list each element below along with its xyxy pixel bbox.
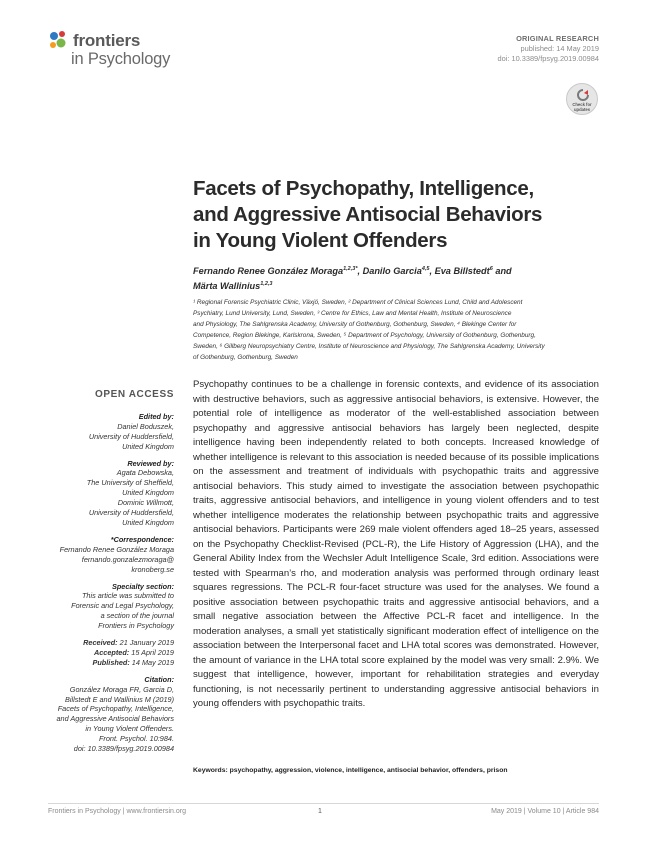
affiliation-line: ¹ Regional Forensic Psychiatric Clinic, Växjö, Sweden, ² Department of Clinical Sciences Lund, Child and Adolescent <box>193 299 523 306</box>
citation-line: in Young Violent Offenders. <box>85 724 174 734</box>
section-heading: Citation: <box>144 674 174 684</box>
dates-section <box>48 638 174 668</box>
section-heading: Edited by: <box>138 411 174 421</box>
title-line: and Aggressive Antisocial Behaviors <box>193 203 543 226</box>
citation-line: and Aggressive Antisocial Behaviors <box>56 714 174 724</box>
author-affil-sup: 1,2,3* <box>343 266 358 272</box>
citation-line: Facets of Psychopathy, Intelligence, <box>57 704 174 714</box>
author-list <box>193 263 603 293</box>
affiliation-line: and Physiology, The Sahlgrenska Academy, University of Gothenburg, Gothenburg, Sweden, ⁴ Blekinge Center for <box>193 321 517 329</box>
section-heading: Specialty section: <box>111 581 174 591</box>
footer-issue-info: May 2019 | Volume 10 | Article 984 <box>491 808 599 815</box>
footer-journal-link[interactable]: Frontiers in Psychology | www.frontiersin.org <box>48 808 186 815</box>
accepted-date: Accepted: 15 April 2019 <box>93 647 174 657</box>
article-title <box>193 176 603 254</box>
specialty-line: Frontiers in Psychology <box>98 621 174 631</box>
affiliations <box>193 297 605 364</box>
reviewed-by-section <box>48 459 174 528</box>
reviewer-line: University of Huddersfield, <box>88 508 174 518</box>
affiliation-line: Competence, Region Blekinge, Karlskrona, Sweden, ⁵ Department of Psychology, University of Gothenburg, Gothenburg, <box>193 332 536 340</box>
footer-divider <box>48 803 599 804</box>
author-affil-sup: 1,2,3 <box>260 281 273 288</box>
article-sidebar <box>48 390 174 761</box>
check-for-updates-badge[interactable] <box>566 83 598 115</box>
logo-brand-top: frontiers <box>73 31 141 50</box>
frontiers-logo-icon <box>48 30 70 52</box>
refresh-icon <box>575 88 591 102</box>
editor-line: Daniel Boduszek, <box>117 421 174 431</box>
received-date: Received: 21 January 2019 <box>83 638 174 648</box>
affiliation-line: Psychiatry, Lund University, Lund, Sweden, ³ Centre for Ethics, Law and Mental Health, Institute of Neuroscience <box>193 310 512 318</box>
specialty-section <box>48 582 174 632</box>
reviewer-line: Agata Debowska, <box>116 468 174 478</box>
citation-section <box>48 675 174 754</box>
published-date-sidebar: Published: 14 May 2019 <box>92 657 174 667</box>
check-badge-label: Check for updates <box>572 102 592 112</box>
citation-line: González Moraga FR, Garcia D, <box>69 684 174 694</box>
correspondence-line: Fernando Renee González Moraga <box>59 544 174 554</box>
author-conjunction: and <box>492 266 512 277</box>
editor-line: United Kingdom <box>122 441 174 451</box>
title-line: Facets of Psychopathy, Intelligence, <box>193 177 534 200</box>
citation-doi[interactable]: doi: 10.3389/fpsyg.2019.00984 <box>73 744 174 754</box>
abstract-text: Psychopathy continues to be a challenge in forensic contexts, and evidence of its association with destructive behaviors, such as aggressive antisocial behaviors, is extensive. However, the potential role of intelligence as moderator of the well-established association between psychopathy and aggressive antisocial behaviors has largely been neglected, despite intelligence having been independently related to both concepts. Increased knowledge of whether intelligence is relevant to this association is needed because of its possible implications on the assessment and treatment of individuals with psychopathic traits and aggressive antisocial behaviors. This study aimed to investigate the association between psychopathic traits, aggressive antisocial behaviors, and intelligence in young violent offenders and to test whether intelligence moderates the relationship between psychopathic traits and aggressive antisocial behaviors. Participants were 269 male violent offenders aged 18–25 years, assessed on the Psychopathy Checklist-Revised (PCL-R), the Life History of Aggression (LHA), and the General Ability Index from the Wechsler Adult Intelligence Scale, 3rd edition. Associations were tested with Spearman’s rho, and moderation analysis was performed through ordinary least squares regressions. The PCL-R four-facet structure was used for the analyses. We found a positive association between psychopathic traits and aggressive antisocial behaviors, and a small negative association between the Affective PCL-R facet and intelligence. In the moderation analyses, a small yet statistically significant moderation effect of intelligence on the association between the Interpersonal facet and LHA total scores was demonstrated. However, the amount of variance in the LHA total score explained by the model was very small: 2.9%. We suggest that intelligence, however, important for rehabilitation strategies and everyday functioning, is not necessarily pertinent to understanding aggressive antisocial behaviors in young offenders with psychopathic traits. <box>193 379 599 709</box>
specialty-line: This article was submitted to <box>81 591 174 601</box>
section-heading: *Correspondence: <box>110 534 174 544</box>
keywords <box>193 767 603 774</box>
title-line: in Young Violent Offenders <box>193 229 448 252</box>
correspondence-section <box>48 535 174 575</box>
journal-logo <box>48 30 178 70</box>
affiliation-line: of Gothenburg, Gothenburg, Sweden <box>193 354 298 362</box>
keywords-list: psychopathy, aggression, violence, intelligence, antisocial behavior, offenders, prison <box>227 767 508 774</box>
citation-line: Billstedt E and Wallinius M (2019) <box>65 694 174 704</box>
keywords-label: Keywords: <box>193 767 228 774</box>
reviewer-line: United Kingdom <box>122 488 174 498</box>
published-date: published: 14 May 2019 <box>520 44 599 53</box>
editor-line: University of Huddersfield, <box>88 431 174 441</box>
page-number: 1 <box>318 808 322 815</box>
author-name[interactable]: Fernando Renee González Moraga <box>193 266 344 277</box>
article-meta <box>497 34 599 64</box>
logo-brand-bottom: in Psychology <box>71 50 171 68</box>
correspondence-email[interactable]: kronoberg.se <box>131 564 174 574</box>
author-affil-sup: 4,5 <box>421 266 430 272</box>
specialty-line: a section of the journal <box>100 611 174 621</box>
affiliation-line: Sweden, ⁶ Gillberg Neuropsychiatry Centre, Institute of Neuroscience and Physiology, The Sahlgrenska Academy, University <box>193 343 545 351</box>
specialty-line: Forensic and Legal Psychology, <box>71 601 174 611</box>
correspondence-email[interactable]: fernando.gonzalezmoraga@ <box>81 554 174 564</box>
section-heading: Reviewed by: <box>127 458 174 468</box>
reviewer-line: The University of Sheffield, <box>86 478 174 488</box>
article-type: ORIGINAL RESEARCH <box>516 34 599 43</box>
edited-by-section <box>48 412 174 452</box>
author-affil-sup: 6 <box>489 266 493 272</box>
author-name[interactable]: , Eva Billstedt <box>429 266 490 277</box>
reviewer-line: Dominic Willmott, <box>117 498 174 508</box>
doi-link[interactable]: doi: 10.3389/fpsyg.2019.00984 <box>497 54 599 63</box>
reviewer-line: United Kingdom <box>122 517 174 527</box>
author-name[interactable]: , Danilo Garcia <box>357 266 422 277</box>
open-access-label: OPEN ACCESS <box>94 389 174 400</box>
citation-line: Front. Psychol. 10:984. <box>98 734 174 744</box>
author-name[interactable]: Märta Wallinius <box>193 281 261 292</box>
